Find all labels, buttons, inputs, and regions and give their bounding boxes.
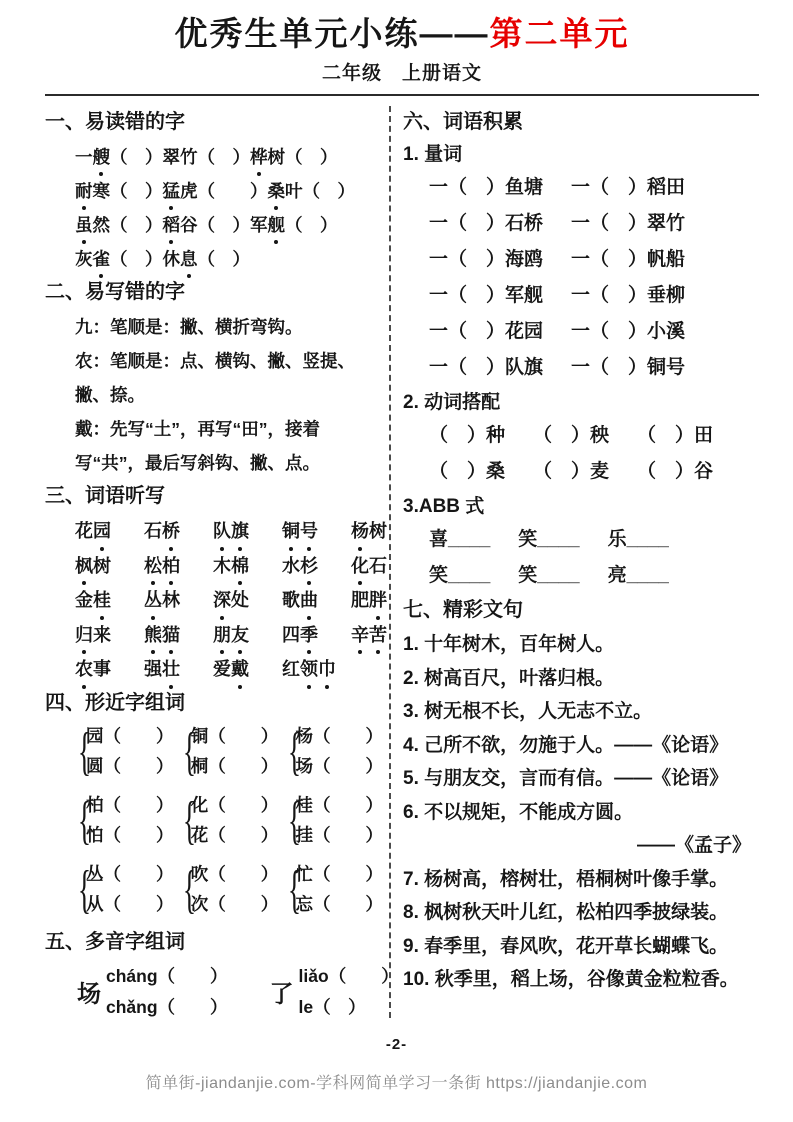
section-6-word-accumulation — [403, 108, 759, 594]
polyphone-item — [77, 961, 228, 1023]
text-line: 耐寒（ ）猛虎（ ）桑叶（ ） — [75, 174, 387, 208]
polyphone-item — [270, 961, 399, 1023]
dotted-emphasis-char: 季 — [300, 618, 318, 653]
pair-row — [75, 859, 387, 919]
dotted-emphasis-char: 归 — [75, 618, 93, 653]
pair-row — [75, 790, 387, 850]
section-heading: 五、多音字组词 — [45, 930, 185, 953]
dictation-word: 枫树 — [75, 549, 111, 584]
pair-line: 忙（ ） — [295, 863, 383, 884]
pair-group — [180, 859, 279, 919]
dotted-emphasis-char: 胖 — [369, 583, 387, 618]
fill-blank-item: 笑____ — [429, 565, 491, 586]
dotted-emphasis-char: 杉 — [300, 549, 318, 584]
pair-group — [180, 790, 279, 850]
dictation-word: 深处 — [213, 583, 249, 618]
section-4-similar-form-characters — [45, 689, 387, 919]
dotted-emphasis-char: 桥 — [162, 514, 180, 549]
pair-words — [86, 790, 174, 850]
section-7-wonderful-sentences — [403, 596, 759, 997]
cell-row — [403, 206, 759, 242]
right-column — [391, 104, 759, 1022]
sentence-line: 2. 树高百尺，叶落归根。 — [403, 667, 615, 689]
pair-group — [180, 721, 279, 781]
fill-blank-item: 一（ ）稻田 — [571, 177, 686, 198]
dotted-emphasis-char: 深 — [213, 583, 231, 618]
brace-glyph: { — [77, 859, 92, 918]
fill-blank-item: 一（ ）帆船 — [571, 249, 686, 270]
section-1-easy-misread-characters — [45, 108, 387, 276]
fill-blank-item: 一（ ）翠竹 — [571, 213, 686, 234]
text-line: 写“共”，最后写斜钩、撇、点。 — [75, 453, 320, 473]
dotted-emphasis-char: 雀 — [93, 242, 111, 276]
section-body — [45, 140, 387, 276]
dotted-emphasis-char: 枫 — [75, 549, 93, 584]
header-divider-rule — [45, 94, 759, 96]
polyphone-row — [45, 961, 399, 1023]
pair-line: 从（ ） — [86, 893, 174, 914]
pair-group — [75, 859, 174, 919]
cell-row — [403, 418, 759, 454]
dotted-emphasis-char: 桂 — [93, 583, 111, 618]
dictation-word: 强壮 — [144, 652, 180, 687]
pair-line: 怕（ ） — [86, 824, 174, 845]
dictation-word: 四季 — [282, 618, 318, 653]
dictation-word: 花园 — [75, 514, 111, 549]
section-heading: 一、易读错的字 — [45, 111, 185, 133]
pair-line: 桐（ ） — [190, 755, 279, 776]
section-body — [403, 140, 759, 594]
sentence-line: 5. 与朋友交，言而有信。——《论语》 — [403, 768, 729, 789]
section-heading: 七、精彩文句 — [403, 599, 523, 621]
text-line: 戴：先写“土”，再写“田”，接着 — [75, 419, 320, 439]
word-row — [75, 618, 387, 653]
pinyin-line: liǎo（ ） — [298, 965, 399, 986]
dictation-word: 木棉 — [213, 549, 249, 584]
polyphone-char: 了 — [269, 981, 294, 1008]
dotted-emphasis-char: 猫 — [162, 618, 180, 653]
pinyin-line: chǎng（ ） — [106, 996, 228, 1017]
pair-line: 园（ ） — [86, 725, 174, 746]
sentence-line: 6. 不以规矩，不能成方圆。 — [403, 801, 634, 823]
dotted-emphasis-char: 领 — [300, 652, 318, 687]
dictation-word: 肥胖 — [351, 583, 387, 618]
polyphone-readings — [106, 961, 228, 1023]
pair-group — [285, 790, 384, 850]
pair-line: 花（ ） — [190, 824, 279, 845]
left-column — [45, 104, 399, 1022]
section-body — [45, 961, 399, 1023]
dictation-word: 杨树 — [351, 514, 387, 549]
title-unit-text: 第二单元 — [489, 15, 630, 52]
dotted-emphasis-char: 耐 — [75, 174, 93, 208]
brace-glyph: { — [77, 790, 92, 849]
text-line: 农：笔顺是：点、横钩、撇、竖提、 — [75, 351, 355, 371]
text-line: 一艘（ ）翠竹（ ）桦树（ ） — [75, 140, 387, 174]
cell-row — [403, 314, 759, 350]
footer — [0, 1026, 793, 1122]
pair-words — [191, 721, 279, 781]
dictation-word — [282, 514, 318, 549]
pair-line: 化（ ） — [190, 794, 279, 815]
dotted-emphasis-char: 棉 — [231, 549, 249, 584]
pinyin-line: cháng（ ） — [106, 965, 228, 986]
text-line: 灰雀（ ）休息（ ） — [75, 242, 387, 276]
dictation-word: 金桂 — [75, 583, 111, 618]
text-line: 九：笔顺是：撇、横折弯钩。 — [75, 317, 303, 337]
sentence-line: 10. 秋季里，稻上场，谷像黄金粒粒香。 — [403, 969, 739, 990]
word-row — [75, 514, 387, 549]
pair-group — [75, 721, 174, 781]
dictation-word — [144, 549, 180, 584]
word-row — [75, 549, 387, 584]
dictation-word: 农事 — [75, 652, 111, 687]
fill-blank-item: （ ）田 — [637, 425, 714, 446]
fill-blank-item: 喜____ — [429, 529, 491, 550]
pair-words — [296, 721, 384, 781]
cell-row — [403, 170, 759, 206]
section-heading: 三、词语听写 — [45, 485, 165, 507]
header — [45, 14, 759, 96]
fill-blank-item: 乐____ — [607, 529, 669, 550]
cell-row — [403, 522, 759, 558]
fill-blank-item: （ ）桑 — [429, 461, 506, 482]
pair-group — [75, 790, 174, 850]
word-row — [75, 652, 387, 687]
sentence-line: 1. 十年树木，百年树人。 — [403, 634, 615, 655]
sentence-line: 7. 杨树高，榕树壮，梧桐树叶像手掌。 — [403, 868, 729, 890]
pair-line: 次（ ） — [190, 893, 279, 914]
cell-row — [403, 278, 759, 314]
dotted-emphasis-char: 化 — [351, 549, 369, 584]
dotted-emphasis-char: 舰 — [268, 208, 286, 242]
fill-blank-item: （ ）谷 — [637, 461, 714, 482]
cell-row — [403, 454, 759, 490]
dictation-word — [144, 618, 180, 653]
section-5-polyphonic-characters — [45, 928, 399, 1023]
pair-group — [285, 721, 384, 781]
fill-blank-item: 亮____ — [607, 565, 669, 586]
pair-words — [191, 859, 279, 919]
pair-line: 挂（ ） — [295, 824, 383, 845]
brace-glyph: { — [182, 721, 196, 780]
dictation-word: 水杉 — [282, 549, 318, 584]
fill-blank-item: 一（ ）铜号 — [571, 357, 686, 378]
subsection-label: 3.ABB 式 — [403, 496, 485, 517]
dictation-word: 歌曲 — [282, 583, 318, 618]
brace-glyph: { — [287, 790, 301, 849]
fill-blank-item: 一（ ）海鸥 — [429, 249, 544, 270]
section-body — [45, 721, 387, 919]
title-main-text: 优秀生单元小练—— — [174, 15, 490, 52]
pair-line: 吹（ ） — [190, 863, 279, 884]
pair-line: 丛（ ） — [86, 863, 174, 884]
dictation-word — [213, 514, 249, 549]
polyphone-char: 场 — [77, 981, 101, 1008]
dotted-emphasis-char: 友 — [231, 618, 249, 653]
dotted-emphasis-char: 艘 — [93, 140, 111, 174]
pair-words — [86, 721, 174, 781]
dotted-emphasis-char: 丛 — [144, 583, 162, 618]
pair-line: 杨（ ） — [295, 725, 383, 746]
fill-blank-item: （ ）秧 — [533, 425, 610, 446]
cell-row — [403, 242, 759, 278]
sentence-line: 9. 春季里，春风吹，花开草长蝴蝶飞。 — [403, 935, 729, 957]
fill-blank-item: 一（ ）垂柳 — [571, 285, 686, 306]
dotted-emphasis-char: 园 — [93, 514, 111, 549]
dotted-emphasis-char: 息 — [180, 242, 198, 276]
dotted-emphasis-char: 铜 — [282, 514, 300, 549]
dictation-word: 丛林 — [144, 583, 180, 618]
pair-words — [296, 790, 384, 850]
page-number: -2- — [385, 1036, 408, 1053]
dotted-emphasis-char: 朋 — [213, 618, 231, 653]
subsection-label: 1. 量词 — [403, 144, 463, 165]
fill-blank-item: 一（ ）小溪 — [571, 321, 686, 342]
fill-blank-item: 一（ ）鱼塘 — [429, 177, 544, 198]
page-title — [45, 14, 759, 54]
dotted-emphasis-char: 巾 — [318, 652, 336, 687]
dictation-word: 归来 — [75, 618, 111, 653]
dotted-emphasis-char: 柏 — [162, 549, 180, 584]
sentence-line: 4. 己所不欲，勿施于人。——《论语》 — [403, 734, 729, 756]
brace-glyph: { — [182, 790, 196, 849]
dotted-emphasis-char: 农 — [75, 652, 93, 687]
cell-row — [403, 350, 759, 386]
section-body — [45, 514, 387, 687]
fill-blank-item: 笑____ — [518, 529, 580, 550]
fill-blank-item: 笑____ — [518, 565, 580, 586]
dictation-word: 石桥 — [144, 514, 180, 549]
dictation-word — [351, 618, 387, 653]
fill-blank-item: 一（ ）花园 — [429, 321, 544, 342]
polyphone-readings — [299, 961, 399, 1023]
pair-line: 桂（ ） — [295, 794, 383, 815]
dotted-emphasis-char: 猛 — [163, 174, 181, 208]
dotted-emphasis-char: 桦 — [250, 140, 268, 174]
section-body — [45, 310, 387, 480]
section-heading: 二、易写错的字 — [45, 281, 185, 303]
fill-blank-item: 一（ ）石桥 — [429, 213, 544, 234]
section-3-word-dictation — [45, 482, 387, 687]
text-line: 虽然（ ）稻谷（ ）军舰（ ） — [75, 208, 387, 242]
subsection-label: 2. 动词搭配 — [403, 392, 501, 413]
brace-glyph: { — [77, 721, 92, 780]
footer-site-line: 简单街-jiandanjie.com-学科网简单学习一条街 https://jiandanjie.com — [145, 1075, 648, 1092]
pair-words — [296, 859, 384, 919]
dotted-emphasis-char: 熊 — [144, 618, 162, 653]
sentence-line: 3. 树无根不长，人无志不立。 — [403, 701, 653, 722]
dictation-word: 化石 — [351, 549, 387, 584]
dotted-emphasis-char: 旗 — [231, 514, 249, 549]
pair-line: 忘（ ） — [295, 893, 383, 914]
text-line: 撇、捺。 — [75, 385, 145, 405]
sentence-line: ——《孟子》 — [636, 835, 751, 856]
dotted-emphasis-char: 曲 — [300, 583, 318, 618]
cell-row — [403, 558, 759, 594]
dotted-emphasis-char: 号 — [300, 514, 318, 549]
brace-glyph: { — [182, 859, 196, 918]
word-row — [75, 583, 387, 618]
content-columns — [45, 104, 759, 1022]
dotted-emphasis-char: 戴 — [231, 652, 249, 687]
sentence-line: 8. 枫树秋天叶儿红，松柏四季披绿装。 — [403, 902, 729, 923]
dotted-emphasis-char: 壮 — [162, 652, 180, 687]
pair-words — [86, 859, 174, 919]
dotted-emphasis-char: 辛 — [351, 618, 369, 653]
dotted-emphasis-char: 虽 — [75, 208, 93, 242]
dotted-emphasis-char: 松 — [144, 549, 162, 584]
pair-row — [75, 721, 387, 781]
fill-blank-item: （ ）种 — [429, 425, 506, 446]
dotted-emphasis-char: 稻 — [163, 208, 181, 242]
fill-blank-item: 一（ ）军舰 — [429, 285, 544, 306]
fill-blank-item: （ ）麦 — [533, 461, 610, 482]
pair-line: 圆（ ） — [86, 755, 174, 776]
pair-group — [285, 859, 384, 919]
pair-line: 场（ ） — [295, 755, 383, 776]
section-body — [403, 628, 759, 997]
pair-line: 铜（ ） — [190, 725, 279, 746]
section-2-easy-miswritten-characters — [45, 278, 387, 480]
fill-blank-item: 一（ ）队旗 — [429, 357, 544, 378]
dotted-emphasis-char: 杨 — [351, 514, 369, 549]
dictation-word: 爱戴 — [213, 652, 249, 687]
brace-glyph: { — [287, 721, 301, 780]
dotted-emphasis-char: 苦 — [369, 618, 387, 653]
dotted-emphasis-char: 桑 — [268, 174, 286, 208]
pair-line: 柏（ ） — [86, 794, 174, 815]
section-heading: 六、词语积累 — [403, 111, 523, 133]
brace-glyph: { — [287, 859, 301, 918]
pinyin-line: le（ ） — [298, 996, 366, 1017]
dictation-word — [213, 618, 249, 653]
dotted-emphasis-char: 队 — [213, 514, 231, 549]
pair-words — [191, 790, 279, 850]
dictation-word: 红领巾 — [282, 652, 336, 687]
page-subtitle: 二年级 上册语文 — [321, 63, 482, 84]
section-heading: 四、形近字组词 — [45, 691, 185, 714]
